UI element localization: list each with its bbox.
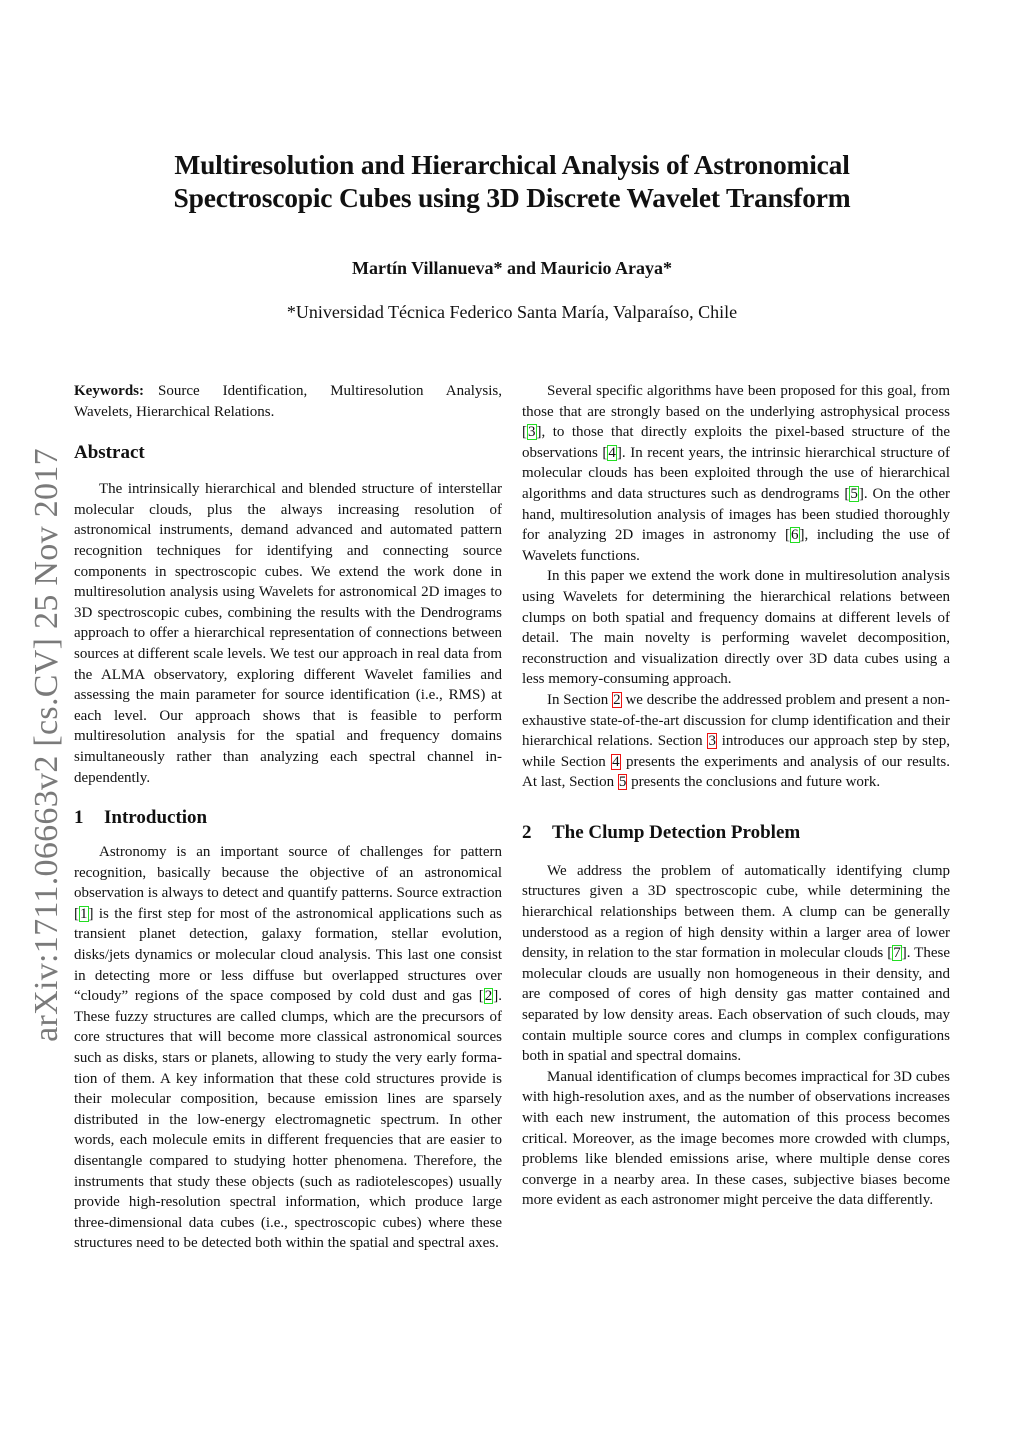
intro-paragraph-4 <box>522 690 950 793</box>
text-run: , to those that directly exploits the pixel-based structure of the observations <box>522 424 950 461</box>
clump-paragraph-1: We address the problem of automatically identifying clump structures given a 3D spectroscopic cube, while determining the hierarchical relationships between them. A clump can be generally understood as a region of high density within a larger area of lower density, in relation to the star formation in molecular clouds [7]. These molecular clouds are usually non homogeneous in their density, and are composed of cores of high density gas matter contained and separated by low density areas. Each observation of such clouds, may contain multiple source cores and clumps in complex configurations both in spatial and spectral domains. <box>522 862 950 1065</box>
intro-paragraph-1: Astronomy is an important source of challenges for pattern recognition, basically because the objective of an astronomical observation is always to detect and quantify patterns. Source extraction [1] is the first step for most of the astronomical applications such as transient planet detection, galaxy formation, stellar evolution, disks/jets dynamics or molecular cloud analysis. This last one consist in detecting more or less diffuse but overlapped structures over “cloudy” regions of the space composed by cold dust and gas [2]. These fuzzy structures are called clumps, which are the precursors of core structures that will become more classical astronomical sources such as disks, stars or planets, allowing to study the very early formation of them. A key information that these cold structures provide is their molecular composition, because emission lines are sparsely distributed in the low-energy electromagnetic spectrum. In other words, each molecule emits in different frequencies that are easier to disentangle compared to studying hotter phenomena. Therefore, the instruments that study these objects (such as radiotelescopes) usually provide high-resolution spectral information, which produce large three-dimensional data cubes (i.e., spectroscopic cubes) where these structures need to be detected both within the spatial and spectral axes. <box>74 844 502 1252</box>
text-run: is the first step for most of the astronomical applications such as transient planet detection, galaxy formation, stellar evolution, disks/jets dynamics or molecular cloud analysis. This last one consist in detecting more or less diffuse but overlapped structures over “cloudy” regions of the space composed by cold dust and gas <box>74 905 502 1005</box>
section-2-heading <box>522 821 950 845</box>
text-run: . In recent years, the intrinsic hierarchical structure of molecular clouds has been exploited through the use of hierarchical algorithms and data structures such as dendrograms <box>522 444 950 502</box>
clump-paragraph-2: Manual identification of clumps becomes impractical for 3D cubes with high-resolution axes, and as the number of observations increases with each new instrument, the automation of this process becomes critical. Moreover, as the image becomes more crowded with clumps, problems like blended emissions arise, where multiple dense cores converge in a nearby area. In these cases, subjective biases become more evident as each astronomer might perceive the data differently. <box>522 1068 950 1209</box>
text-run: . These fuzzy structures are called clumps, which are the precursors of core structures that will become more classical astronomical sources such as disks, stars or planets, allowing to study the very early formation of them. A key information that these cold structures provide is their molecular composition, because emission lines are sparsely distributed in the low-energy electromagnetic spectrum. In other words, each molecule emits in different frequencies that are easier to disentangle compared to studying hotter phenomena. Therefore, the instruments that study these objects (such as radiotelescopes) usually provide high-resolution spectral information, which produce large three-dimensional data cubes (i.e., spectroscopic cubes) where these structures need to be detected both within the spatial and spectral axes. <box>74 988 502 1252</box>
abstract-text: The intrinsically hierarchical and blended structure of interstellar molecular clouds, plus the always increasing resolution of astronomical instruments, demand advanced and automated pattern recognition techniques for identifying and connecting source components in spectroscopic cubes. We extend the work done in multiresolution analysis using Wavelets for astronomical 2D images to 3D spectroscopic cubes, combining the results with the Dendrograms approach to offer a hierarchical representation of connections between sources at different scale levels. We test our approach in real data from the ALMA observatory, exploring different Wavelet families and assessing the main parameter for source identification (i.e., RMS) at each level. Our approach shows that is feasible to perform multiresolution analysis for the spatial and frequency domains simultaneously rather than analyzing each spectral channel independently. <box>74 481 502 786</box>
intro-paragraph-2: Several specific algorithms have been proposed for this goal, from those that are strongly based on the underlying astrophysical process [3], to those that directly exploits the pixel-based structure of the observations [4]. In recent years, the intrinsic hierarchical structure of molecular clouds has been exploited through the use of hierarchical algorithms and data structures such as dendrograms [5]. On the other hand, multiresolution analysis of images has been studied thoroughly for analyzing 2D images in astronomy [6], including the use of Wavelets functions. <box>522 383 950 564</box>
section-1-number: 1 <box>74 807 84 829</box>
section-1-title: Introduction <box>104 807 208 829</box>
text-run: , including the use of Wavelets functions. <box>522 527 950 564</box>
right-column <box>522 381 950 1211</box>
keywords-label: Keywords: <box>74 383 144 399</box>
paper-title-line-1: Multiresolution and Hierarchical Analysis of Astronomical <box>174 149 850 180</box>
keywords-text: Source Identification, Multiresolution Analysis, Wavelets, Hierarchical Relations. <box>74 383 502 420</box>
citation-link-4[interactable]: 4 <box>608 444 616 461</box>
text-run: We address the problem of automatically identifying clump structures given a 3D spectroscopic cube, while determining the hierarchical relationships between them. A clump can be generally understood as a region of high density within a larger area of lower density, in relation to the star formation in molecular clouds <box>522 862 950 962</box>
section-ref-link-3[interactable]: 3 <box>708 733 716 750</box>
citation-link-2[interactable]: 2 <box>484 988 493 1005</box>
paper-affiliation: *Universidad Técnica Federico Santa María, Valparaíso, Chile <box>286 302 738 322</box>
keywords <box>74 381 502 422</box>
paper-title-line-2: Spectroscopic Cubes using 3D Discrete Wavelet Transform <box>173 182 851 213</box>
left-column <box>74 381 502 1254</box>
citation-link-5[interactable]: 5 <box>850 485 858 502</box>
section-2-title: The Clump Detection Problem <box>552 821 801 843</box>
section-ref-link-2[interactable]: 2 <box>613 691 621 708</box>
citation-link-1[interactable]: 1 <box>80 905 88 922</box>
arxiv-identifier-stamp: arXiv:1711.06663v2 [cs.CV] 25 Nov 2017 <box>28 448 65 1042</box>
text-run: Astronomy is an important source of challenges for pattern recognition, basically because the objective of an astronomical observation is always to detect and quantify patterns. Source extraction <box>74 844 502 902</box>
text-run: introduces our approach step by step, while Section <box>522 733 950 770</box>
text-run: presents the experiments and analysis of our results. At last, Section <box>522 753 950 791</box>
text-run: we describe the addressed problem and present a non-exhaustive state-of-the-art discussion for clump identification and their hierarchical relations. Section <box>522 691 950 750</box>
citation-link-6[interactable]: 6 <box>791 527 799 544</box>
text-run: . These molecular clouds are usually non homogeneous in their density, and are composed of cores of high density gas matter contained and separated by low density areas. Each observation of such clouds, may contain multiple source cores and clumps in complex configurations both in spatial and spectral domains. <box>522 945 950 1065</box>
text-run: In Section <box>547 691 613 708</box>
text-run: Several specific algorithms have been proposed for this goal, from those that are strongly based on the underlying astrophysical process <box>522 383 950 420</box>
paper-authors: Martín Villanueva* and Mauricio Araya* <box>351 258 672 278</box>
paper-title <box>0 148 1024 214</box>
abstract-heading: Abstract <box>74 442 145 464</box>
section-2-number: 2 <box>522 821 532 843</box>
section-1-heading <box>74 806 502 830</box>
text-run: . On the other hand, multiresolution analysis of images has been studied thoroughly for analyzing 2D images in astronomy <box>522 485 950 544</box>
citation-link-3[interactable]: 3 <box>528 424 536 441</box>
citation-link-7[interactable]: 7 <box>893 945 901 962</box>
section-ref-link-5[interactable]: 5 <box>618 774 627 791</box>
text-run: presents the conclusions and future work. <box>627 774 881 791</box>
section-ref-link-4[interactable]: 4 <box>612 753 620 770</box>
intro-paragraph-3: In this paper we extend the work done in multiresolution analysis using Wavelets for determining the hierarchical relations between clumps on both spatial and frequency domains at different levels of detail. The main novelty is performing wavelet decomposition, reconstruction and visualization directly over 3D data cubes using a less memory-consuming approach. <box>522 568 950 688</box>
